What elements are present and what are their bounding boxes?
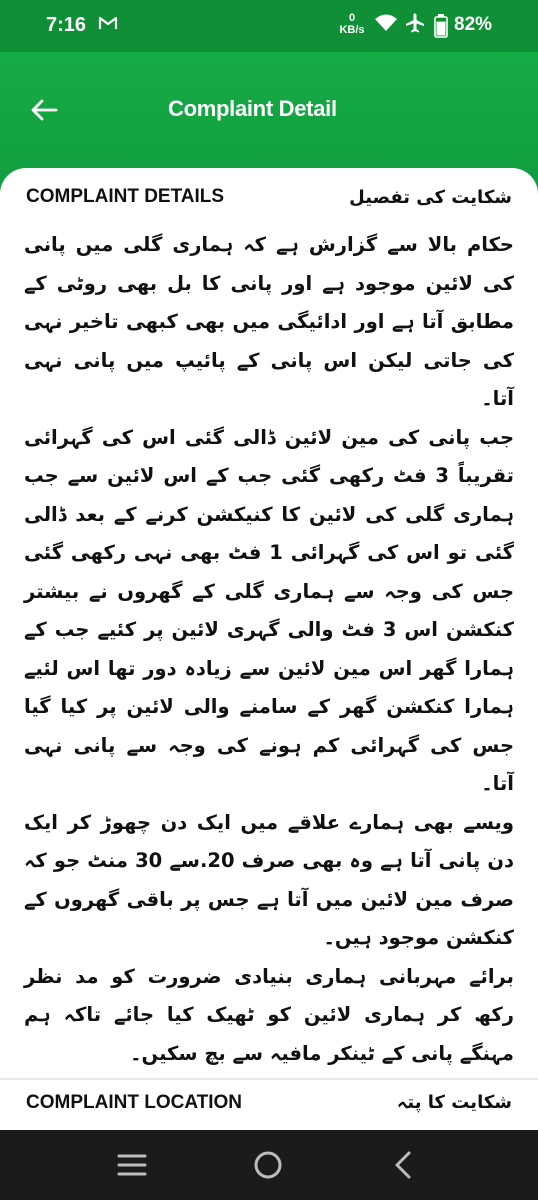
complaint-details-heading-en: COMPLAINT DETAILS — [26, 186, 225, 207]
gmail-icon — [98, 15, 118, 36]
section-divider — [0, 1078, 538, 1080]
page-title: Complaint Detail — [168, 96, 337, 121]
back-chevron-icon — [392, 1150, 414, 1182]
complaint-location-heading-ur: شکایت کا پتہ — [396, 1092, 512, 1113]
complaint-paragraph: ویسے بھی ہمارے علاقے میں ایک دن چھوڑ کر ایک دن پانی آتا ہے وہ بھی صرف 20.سے 30 منٹ جو کہ صرف مین لائین میں آتا ہے جس پر باقی گھروں کے کنکشن موجود ہیں۔ — [24, 810, 514, 949]
airplane-icon — [404, 12, 426, 39]
complaint-paragraph: جب پانی کی مین لائین ڈالی گئی اس کی گہرائی تقریباً 3 فٹ رکھی گئی جب کے اس لائین سے جب ہماری گلی کی لائین کا کنیکشن کرنے کے بعد ڈالی گئی تو اس کی گہرائی 1 فٹ بھی نہی رکھی گئی جس کی وجہ سے ہماری گلی کے گھروں نے بیشتر کنکشن اس 3 فٹ والی گہری لائین پر کئیے جب کے ہمارا گھر اس مین لائین سے زیادہ دور تھا اس لئیے ہمارا کنکشن گھر کے سامنے والی لائین پر کیا گیا جس کی گہرائی کم ہونے کی وجہ سے پانی نہی آتا۔ — [24, 425, 515, 795]
wifi-icon — [374, 13, 398, 37]
status-time: 7:16 — [46, 14, 87, 36]
battery-percent: 82% — [454, 14, 493, 35]
status-bar — [0, 0, 538, 52]
complaint-location-heading-en: COMPLAINT LOCATION — [26, 1092, 243, 1113]
back-button[interactable] — [26, 92, 62, 128]
complaint-paragraph: برائے مہربانی ہماری بنیادی ضرورت کو مد نظر رکھ کر ہماری لائین کو ٹھیک کیا جائے تاکہ ہم مہنگے پانی کے ٹینکر مافیہ سے بچ سکیں۔ — [24, 964, 514, 1065]
battery-icon — [434, 14, 448, 42]
nav-back-button[interactable] — [392, 1150, 414, 1186]
net-speed-indicator — [338, 12, 366, 36]
net-speed-unit: KB/s — [339, 24, 365, 36]
complaint-details-text — [24, 226, 514, 1073]
recents-button[interactable] — [116, 1150, 148, 1184]
home-button[interactable] — [252, 1150, 284, 1186]
net-speed-value: 0 — [348, 12, 356, 24]
recents-icon — [116, 1150, 148, 1180]
complaint-paragraph: حکام بالا سے گزارش ہے کہ ہماری گلی میں پانی کی لائین موجود ہے اور پانی کا بل بھی روٹی کے مطابق آتا ہے اور ادائیگی میں بھی کبھی تاخیر نہی کی جاتی لیکن اس پانی کے پائیپ میں پانی نہی آتا۔ — [24, 233, 514, 410]
home-icon — [252, 1150, 284, 1182]
system-nav-bar — [0, 1130, 538, 1200]
complaint-details-heading-ur: شکایت کی تفصیل — [349, 187, 512, 208]
arrow-left-icon — [30, 99, 58, 121]
